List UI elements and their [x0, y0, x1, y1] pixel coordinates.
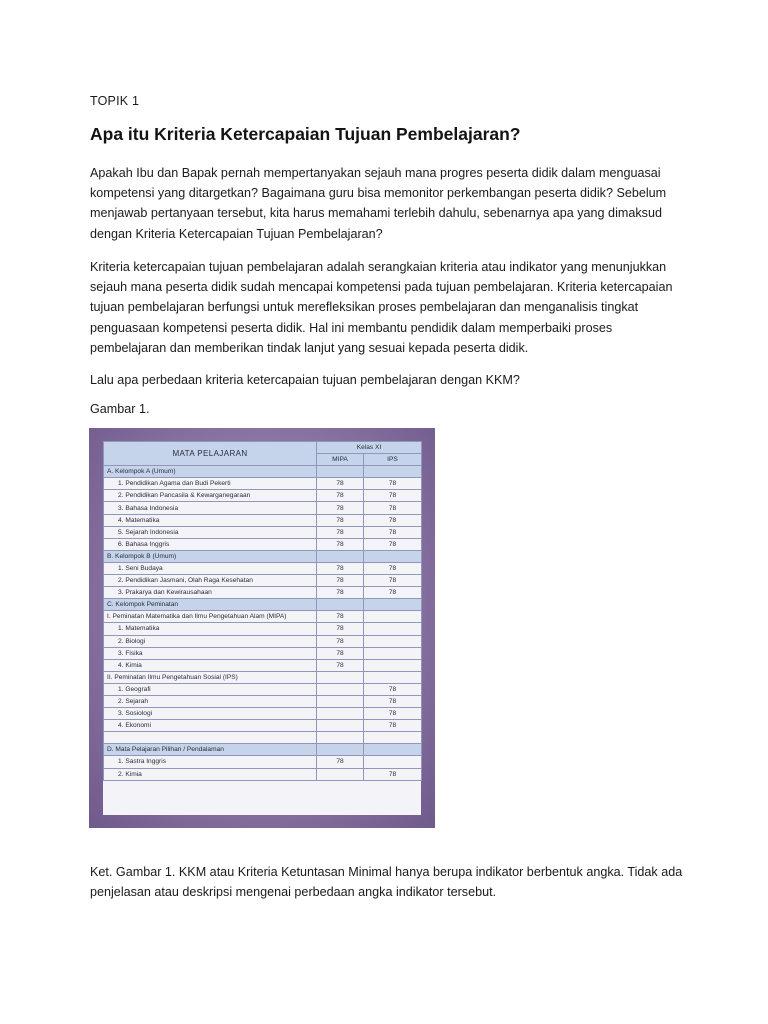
topic-label: TOPIK 1 [90, 94, 140, 108]
ips-value-cell: 78 [364, 538, 422, 550]
ips-value-cell [364, 599, 422, 611]
paragraph-definition: Kriteria ketercapaian tujuan pembelajaran adalah serangkaian kriteria atau indikator yang menunjukkan sejauh mana peserta didik sudah mencapai kompetensi pada tujuan pembelajaran. Kriteria ketercapaian tujuan pembelajaran berfungsi untuk merefleksikan proses pembelajaran dan menganalisis tingkat penguasaan kompetensi peserta didik. Hal ini membantu pendidik dalam memperbaiki proses pembelajaran dan memberikan tindak lanjut yang sesuai kepada peserta didik. [90, 260, 673, 355]
table-row [104, 659, 422, 671]
subject-cell: 3. Bahasa Indonesia [104, 502, 317, 514]
table-row [104, 768, 422, 780]
subject-cell: 2. Biologi [104, 635, 317, 647]
subject-cell: 4. Matematika [104, 514, 317, 526]
table-row [104, 502, 422, 514]
table-row [104, 514, 422, 526]
subject-cell: 4. Ekonomi [104, 720, 317, 732]
ips-value-cell: 78 [364, 708, 422, 720]
table-row [104, 756, 422, 768]
table-row [104, 538, 422, 550]
ips-value-cell: 78 [364, 575, 422, 587]
table-group-row [104, 466, 422, 478]
table-row [104, 611, 422, 623]
ips-value-cell: 78 [364, 490, 422, 502]
subject-cell: II. Peminatan Ilmu Pengetahuan Sosial (IPS) [104, 671, 317, 683]
table-row [104, 623, 422, 635]
table-row [104, 562, 422, 574]
table-row [104, 720, 422, 732]
table-group-row [104, 599, 422, 611]
paragraph-question: Lalu apa perbedaan kriteria ketercapaian tujuan pembelajaran dengan KKM? [90, 373, 520, 387]
mipa-value-cell [317, 550, 364, 562]
mipa-value-cell: 78 [317, 526, 364, 538]
table-row [104, 490, 422, 502]
mipa-value-cell [317, 708, 364, 720]
subject-cell: I. Peminatan Matematika dan Ilmu Pengetahuan Alam (MIPA) [104, 611, 317, 623]
table-row [104, 526, 422, 538]
subject-cell: 5. Sejarah Indonesia [104, 526, 317, 538]
ips-value-cell [364, 732, 422, 744]
subject-cell: 1. Matematika [104, 623, 317, 635]
table-row [104, 635, 422, 647]
ips-value-cell: 78 [364, 502, 422, 514]
ips-value-cell [364, 744, 422, 756]
ips-value-cell [364, 623, 422, 635]
subject-cell: 6. Bahasa Inggris [104, 538, 317, 550]
mipa-value-cell: 78 [317, 575, 364, 587]
mipa-value-cell: 78 [317, 502, 364, 514]
mipa-value-cell: 78 [317, 756, 364, 768]
ips-value-cell [364, 466, 422, 478]
mipa-value-cell: 78 [317, 647, 364, 659]
mipa-value-cell: 78 [317, 659, 364, 671]
mipa-value-cell [317, 466, 364, 478]
ips-value-cell [364, 647, 422, 659]
subject-cell: C. Kelompok Peminatan [104, 599, 317, 611]
column-header-subject: MATA PELAJARAN [104, 442, 317, 466]
ips-value-cell: 78 [364, 526, 422, 538]
kkm-sheet [103, 441, 421, 815]
figure-label: Gambar 1. [90, 402, 150, 416]
ips-value-cell [364, 550, 422, 562]
subject-cell: 3. Sosiologi [104, 708, 317, 720]
mipa-value-cell [317, 695, 364, 707]
page-title: Apa itu Kriteria Ketercapaian Tujuan Pembelajaran? [90, 124, 521, 144]
table-row [104, 647, 422, 659]
subject-cell: 2. Pendidikan Jasmani, Olah Raga Kesehatan [104, 575, 317, 587]
ips-value-cell [364, 659, 422, 671]
ips-value-cell: 78 [364, 683, 422, 695]
subject-cell [104, 732, 317, 744]
table-row [104, 695, 422, 707]
ips-value-cell: 78 [364, 562, 422, 574]
mipa-value-cell [317, 671, 364, 683]
subject-cell: A. Kelompok A (Umum) [104, 466, 317, 478]
figure-kkm-table-photo [89, 428, 435, 828]
subject-cell: 1. Seni Budaya [104, 562, 317, 574]
subject-cell: B. Kelompok B (Umum) [104, 550, 317, 562]
ips-value-cell: 78 [364, 514, 422, 526]
table-row [104, 478, 422, 490]
subject-cell: 1. Pendidikan Agama dan Budi Pekerti [104, 478, 317, 490]
subject-cell: 1. Geografi [104, 683, 317, 695]
ips-value-cell: 78 [364, 695, 422, 707]
subject-cell: 2. Sejarah [104, 695, 317, 707]
ips-value-cell [364, 611, 422, 623]
subject-cell: 1. Sastra Inggris [104, 756, 317, 768]
table-row [104, 708, 422, 720]
mipa-value-cell [317, 683, 364, 695]
table-header-row [104, 442, 422, 454]
mipa-value-cell: 78 [317, 538, 364, 550]
ips-value-cell [364, 635, 422, 647]
ips-value-cell: 78 [364, 587, 422, 599]
mipa-value-cell: 78 [317, 490, 364, 502]
subject-cell: 3. Fisika [104, 647, 317, 659]
subject-cell: 2. Kimia [104, 768, 317, 780]
table-group-row [104, 744, 422, 756]
table-group-row [104, 550, 422, 562]
table-row [104, 671, 422, 683]
mipa-value-cell [317, 744, 364, 756]
mipa-value-cell: 78 [317, 478, 364, 490]
mipa-value-cell: 78 [317, 611, 364, 623]
paragraph-intro: Apakah Ibu dan Bapak pernah mempertanyakan sejauh mana progres peserta didik dalam menguasai kompetensi yang ditargetkan? Bagaimana guru bisa memonitor perkembangan peserta didik? Sebelum menjawab pertanyaan tersebut, kita harus memahami terlebih dahulu, sebenarnya apa yang dimaksud dengan Kriteria Ketercapaian Tujuan Pembelajaran? [90, 166, 667, 241]
table-row [104, 575, 422, 587]
ips-value-cell [364, 756, 422, 768]
column-header-mipa: MIPA [317, 454, 364, 466]
column-header-ips: IPS [364, 454, 422, 466]
ips-value-cell: 78 [364, 720, 422, 732]
subject-cell: 2. Pendidikan Pancasila & Kewarganegaraan [104, 490, 317, 502]
mipa-value-cell: 78 [317, 514, 364, 526]
mipa-value-cell [317, 768, 364, 780]
subject-cell: D. Mata Pelajaran Pilihan / Pendalaman [104, 744, 317, 756]
mipa-value-cell: 78 [317, 587, 364, 599]
mipa-value-cell [317, 732, 364, 744]
figure-caption: Ket. Gambar 1. KKM atau Kriteria Ketuntasan Minimal hanya berupa indikator berbentuk angka. Tidak ada penjelasan atau deskripsi mengenai perbedaan angka indikator tersebut. [90, 865, 683, 900]
mipa-value-cell: 78 [317, 635, 364, 647]
ips-value-cell: 78 [364, 768, 422, 780]
table-row [104, 683, 422, 695]
mipa-value-cell: 78 [317, 623, 364, 635]
mipa-value-cell [317, 599, 364, 611]
ips-value-cell [364, 671, 422, 683]
table-row [104, 732, 422, 744]
subject-cell: 4. Kimia [104, 659, 317, 671]
column-header-class: Kelas XI [317, 442, 422, 454]
subject-cell: 3. Prakarya dan Kewirausahaan [104, 587, 317, 599]
kkm-table [103, 441, 422, 781]
table-row [104, 587, 422, 599]
mipa-value-cell: 78 [317, 562, 364, 574]
ips-value-cell: 78 [364, 478, 422, 490]
mipa-value-cell [317, 720, 364, 732]
